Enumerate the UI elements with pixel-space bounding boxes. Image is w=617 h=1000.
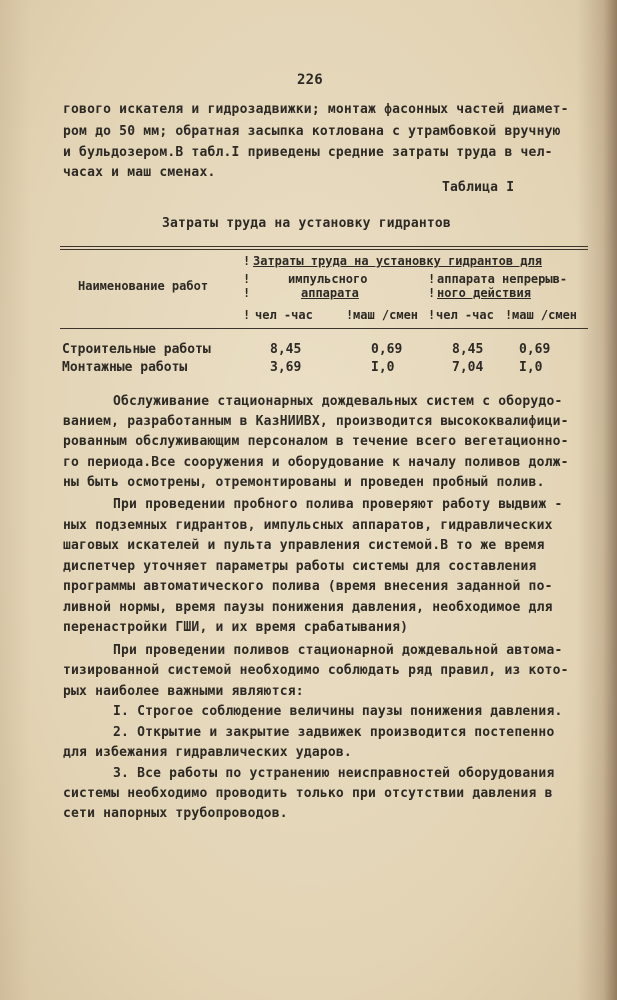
cell-value: I,0 bbox=[519, 360, 543, 375]
body-line: При проведении поливов стационарной дождевальной автома- bbox=[113, 643, 563, 658]
header-separator: ! bbox=[505, 308, 513, 322]
page-number: 226 bbox=[297, 72, 323, 88]
table-caption: Таблица I bbox=[442, 180, 515, 195]
row-name: Строительные работы bbox=[62, 342, 211, 357]
table-subheader-impulse-1: импульсного bbox=[288, 272, 368, 286]
body-line: ливной нормы, время паузы понижения давления, необходимое для bbox=[63, 600, 553, 615]
body-line: ны быть осмотрены, отремонтированы и проведен пробный полив. bbox=[63, 475, 545, 490]
intro-line: ром до 50 мм; обратная засыпка котлована с утрамбовкой вручную bbox=[63, 124, 561, 139]
cell-value: 0,69 bbox=[371, 342, 403, 357]
table-subheader-impulse-2: аппарата bbox=[301, 286, 359, 300]
table-title: Затраты труда на установку гидрантов bbox=[162, 216, 451, 231]
body-line: ных подземных гидрантов, импульсных аппаратов, гидравлических bbox=[63, 518, 553, 533]
cell-value: 7,04 bbox=[452, 360, 484, 375]
intro-line: гового искателя и гидрозадвижки; монтаж фасонных частей диамет- bbox=[63, 102, 569, 117]
body-line: ванием, разработанным в КазНИИВХ, производится высококвалифици- bbox=[63, 414, 569, 429]
table-header-rule bbox=[60, 328, 588, 329]
header-separator: ! bbox=[428, 308, 436, 322]
table-top-rule-double bbox=[60, 249, 588, 250]
table-col-header: Наименование работ bbox=[78, 279, 209, 293]
body-line: сети напорных трубопроводов. bbox=[63, 806, 288, 821]
body-line: рых наиболее важными являются: bbox=[63, 684, 304, 699]
body-line: тизированной системой необходимо соблюдать ряд правил, из кото- bbox=[63, 663, 569, 678]
body-line: I. Строгое соблюдение величины паузы понижения давления. bbox=[113, 704, 563, 719]
body-line: для избежания гидравлических ударов. bbox=[63, 745, 352, 760]
header-separator: ! bbox=[243, 308, 251, 322]
cell-value: 3,69 bbox=[270, 360, 302, 375]
intro-line: часах и маш сменах. bbox=[63, 165, 216, 180]
header-separator: ! bbox=[346, 308, 354, 322]
body-line: диспетчер уточняет параметры работы системы для составления bbox=[63, 559, 537, 574]
cell-value: 8,45 bbox=[452, 342, 484, 357]
body-line: программы автоматического полива (время внесения заданной по- bbox=[63, 579, 553, 594]
cell-value: I,0 bbox=[371, 360, 395, 375]
table-subheader-continuous-1: аппарата непрерыв- bbox=[437, 272, 568, 286]
cell-value: 8,45 bbox=[270, 342, 302, 357]
table-top-rule bbox=[60, 246, 588, 247]
header-separator: ! bbox=[243, 272, 251, 286]
header-separator: ! bbox=[428, 286, 436, 300]
cell-value: 0,69 bbox=[519, 342, 551, 357]
header-separator: ! bbox=[243, 254, 251, 268]
body-line: Обслуживание стационарных дождевальных систем с оборудо- bbox=[113, 394, 563, 409]
body-line: го периода.Все сооружения и оборудование к началу поливов долж- bbox=[63, 455, 569, 470]
unit-header: чел -час bbox=[255, 308, 313, 322]
body-line: рованным обслуживающим персоналом в течение всего вегетационно- bbox=[63, 434, 569, 449]
intro-line: и бульдозером.В табл.I приведены средние затраты труда в чел- bbox=[63, 145, 553, 160]
body-line: системы необходимо проводить только при отсутствии давления в bbox=[63, 786, 553, 801]
body-line: шаговых искателей и пульта управления системой.В то же время bbox=[63, 538, 545, 553]
body-line: 2. Открытие и закрытие задвижек производится постепенно bbox=[113, 725, 555, 740]
body-line: При проведении пробного полива проверяют работу выдвиж - bbox=[113, 497, 563, 512]
table-subheader-continuous-2: ного действия bbox=[437, 286, 531, 300]
header-separator: ! bbox=[243, 286, 251, 300]
unit-header: маш /смен bbox=[512, 308, 578, 322]
header-separator: ! bbox=[428, 272, 436, 286]
table-group-header: Затраты труда на установку гидрантов для bbox=[253, 254, 542, 268]
unit-header: маш /смен bbox=[353, 308, 419, 322]
row-name: Монтажные работы bbox=[62, 360, 188, 375]
unit-header: чел -час bbox=[436, 308, 494, 322]
body-line: перенастройки ГШИ, и их время срабатывания) bbox=[63, 620, 409, 635]
body-line: 3. Все работы по устранению неисправностей оборудования bbox=[113, 766, 555, 781]
